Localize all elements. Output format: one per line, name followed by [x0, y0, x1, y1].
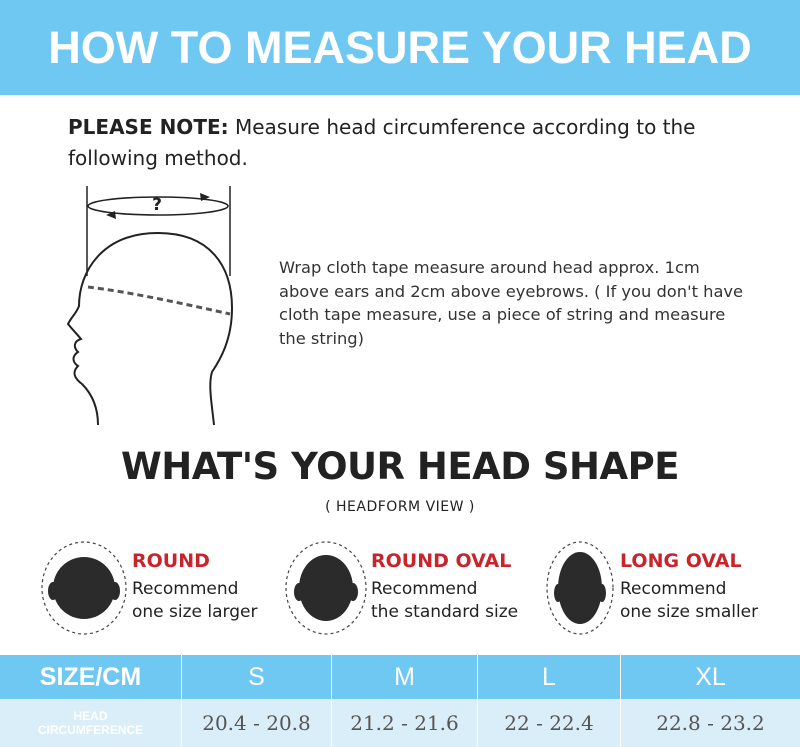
long-oval-headform-icon	[542, 538, 618, 638]
size-s: S	[182, 655, 332, 699]
recommend-value: the standard size	[371, 602, 519, 622]
value-xl: 22.8 - 23.2	[656, 711, 765, 735]
shape-round-oval-recommend	[371, 578, 518, 624]
round-headform-icon	[40, 538, 130, 638]
please-note	[68, 112, 758, 174]
size-table	[0, 655, 800, 747]
size-header-row	[0, 655, 800, 699]
size-l: L	[478, 655, 621, 699]
recommend-value: one size larger	[132, 602, 258, 622]
size-m: M	[332, 655, 478, 699]
shape-long-oval	[542, 538, 792, 638]
recommend-label: Recommend	[132, 579, 239, 599]
page-title: HOW TO MEASURE YOUR HEAD	[48, 21, 752, 73]
recommend-value: one size smaller	[620, 602, 759, 622]
head-profile	[68, 233, 232, 425]
shape-round-name: ROUND	[132, 550, 210, 572]
question-mark: ?	[152, 195, 162, 215]
shape-round-oval	[282, 538, 532, 638]
circumference-label-line2: CIRCUMFERENCE	[37, 723, 144, 737]
value-l: 22 - 22.4	[478, 699, 621, 747]
shape-round-oval-name: ROUND OVAL	[371, 550, 512, 572]
circumference-label-line1: HEAD	[73, 709, 108, 723]
title-banner	[0, 0, 800, 95]
head-shape-subtitle: ( HEADFORM VIEW )	[325, 499, 475, 515]
circumference-row	[0, 699, 800, 747]
shape-long-oval-recommend	[620, 578, 758, 624]
value-s: 20.4 - 20.8	[182, 699, 332, 747]
recommend-label: Recommend	[371, 579, 478, 599]
tape-line	[88, 287, 230, 314]
size-header-label: SIZE/CM	[0, 655, 182, 699]
shape-long-oval-name: LONG OVAL	[620, 550, 742, 572]
value-m: 21.2 - 21.6	[332, 699, 478, 747]
shape-round-recommend	[132, 578, 257, 624]
head-shape-title: WHAT'S YOUR HEAD SHAPE	[120, 445, 680, 488]
recommend-label: Recommend	[620, 579, 727, 599]
measure-instructions: Wrap cloth tape measure around head approx. 1cm above ears and 2cm above eyebrows. ( If you don't have cloth tape measure, use a piece of string and measure the string)	[279, 258, 744, 348]
note-text: Measure head circumference according to the following method.	[68, 115, 696, 170]
round-oval-headform-icon	[282, 538, 372, 638]
circumference-label	[0, 699, 182, 747]
shape-round	[40, 538, 280, 638]
note-label: PLEASE NOTE:	[68, 115, 229, 139]
size-xl: XL	[695, 662, 726, 691]
head-measure-illustration	[60, 180, 250, 435]
